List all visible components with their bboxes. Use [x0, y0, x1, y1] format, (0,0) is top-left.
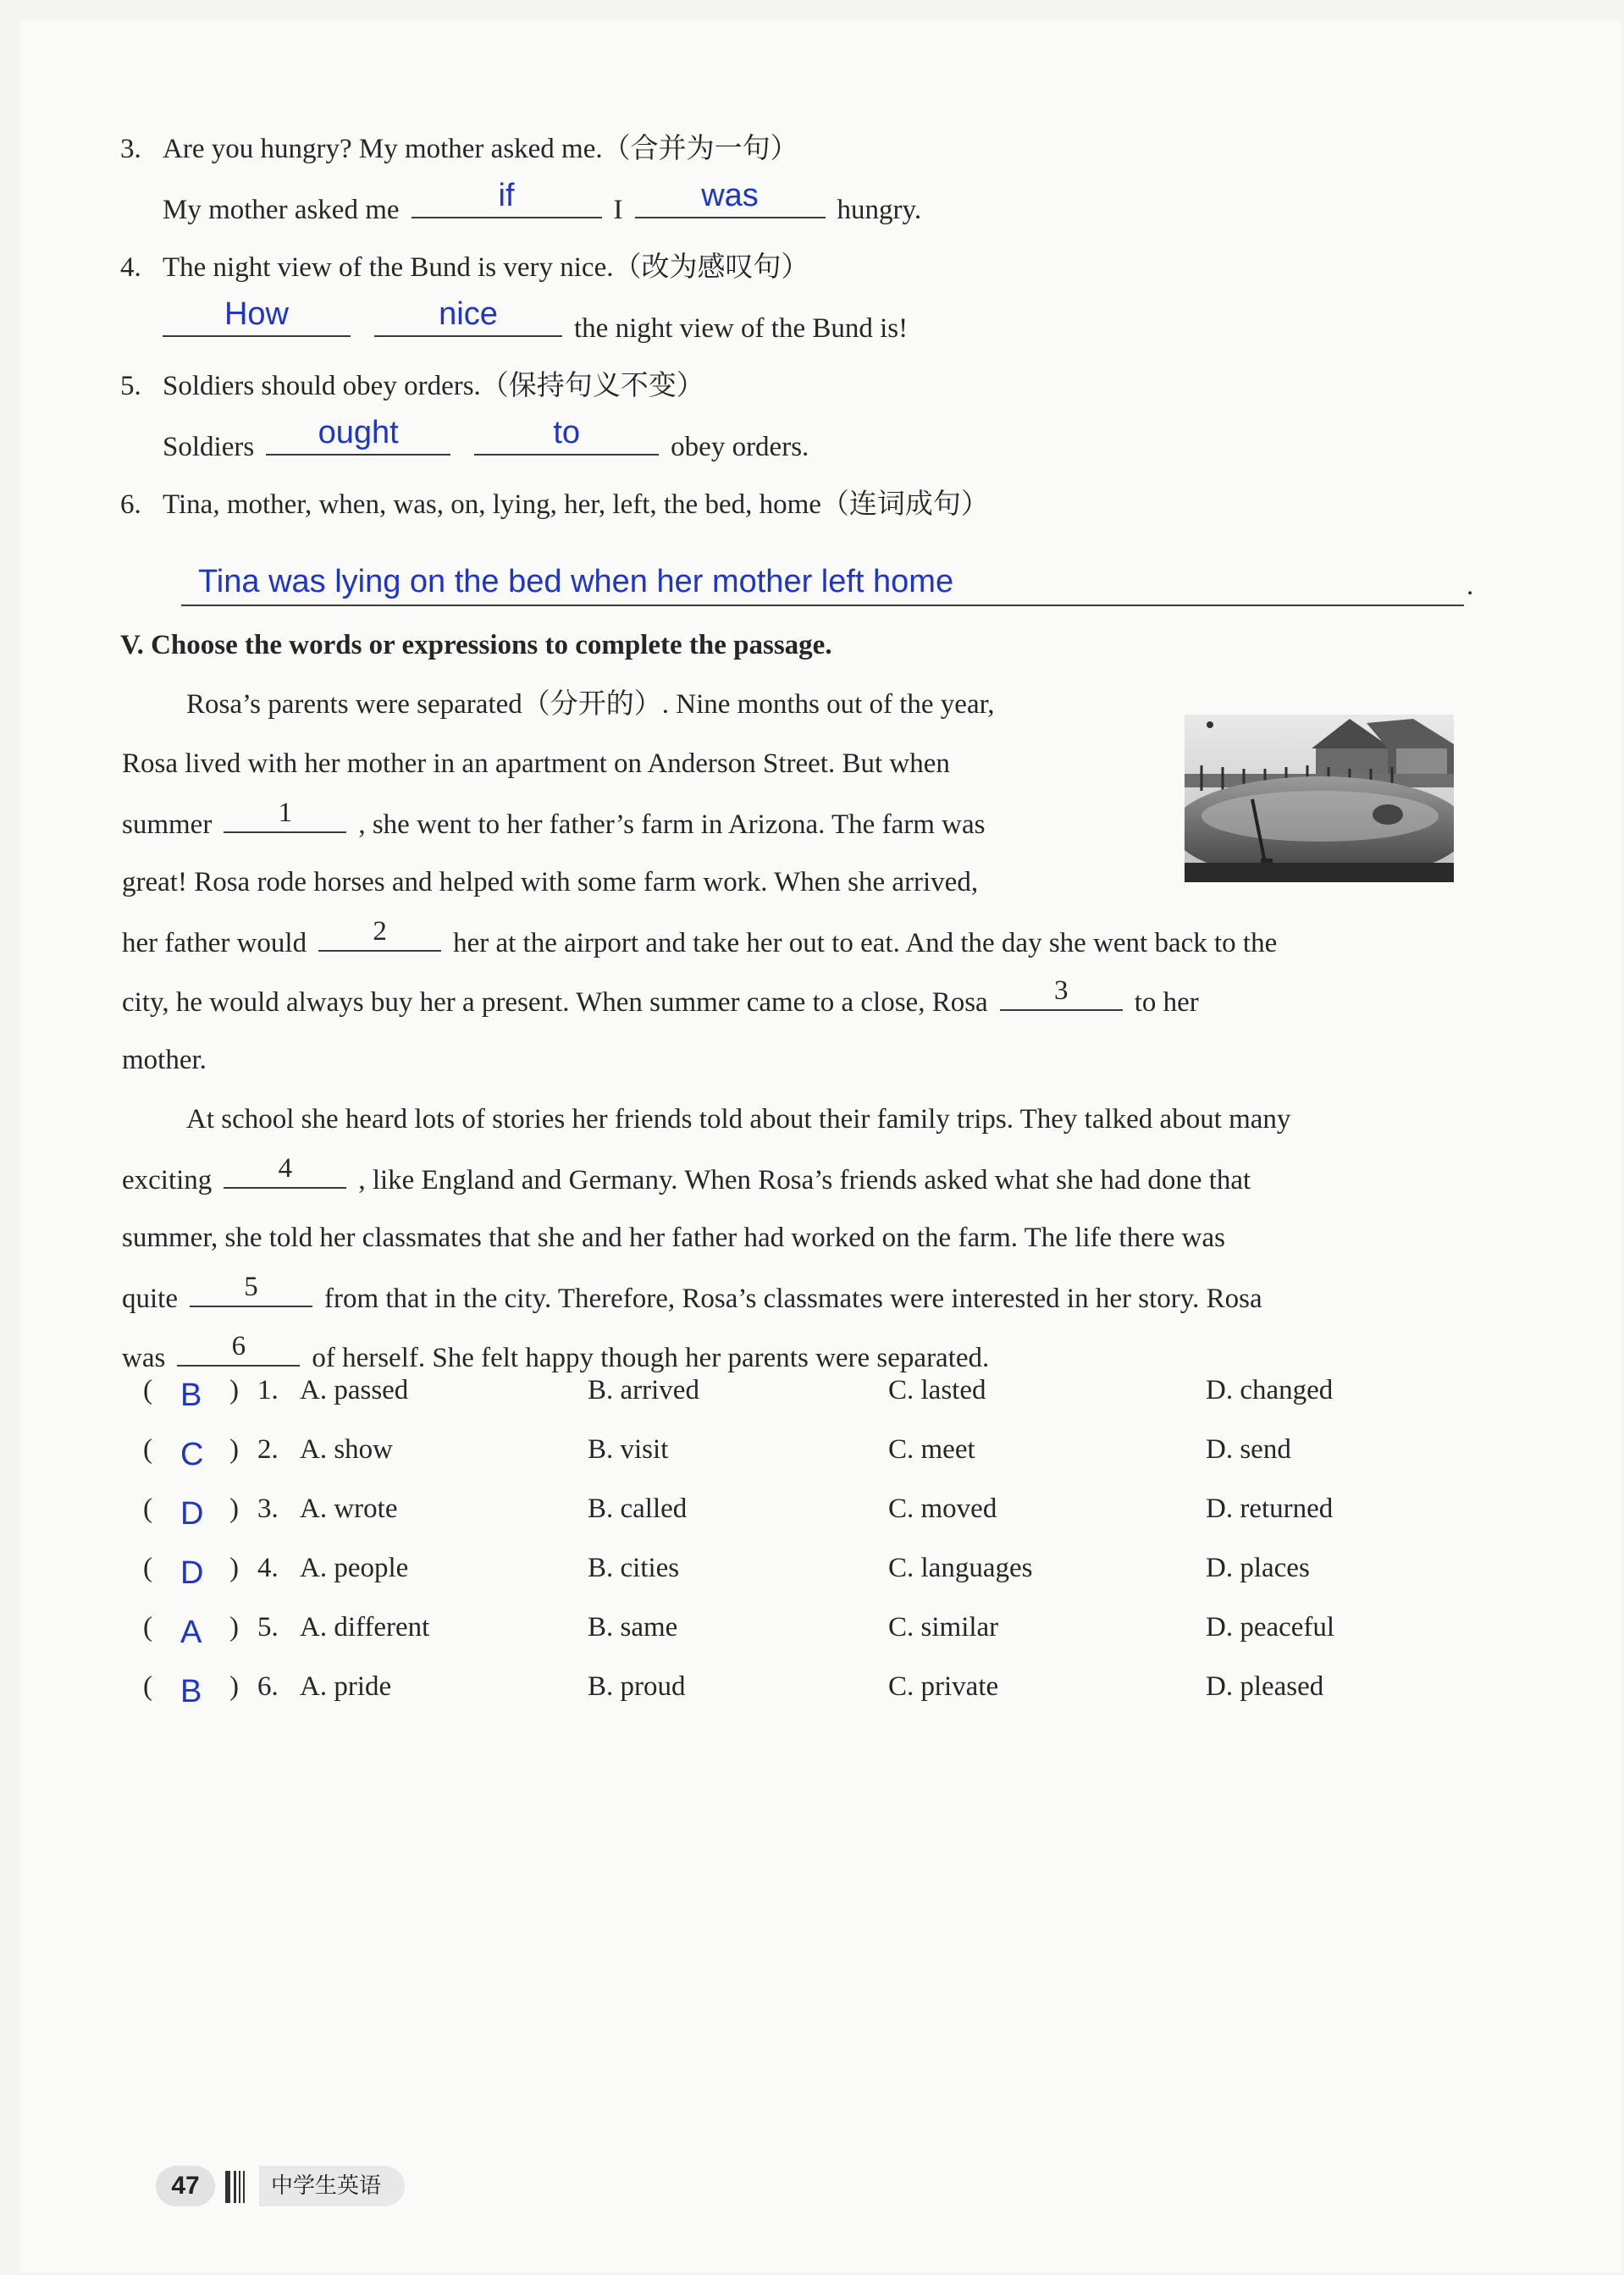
blank-number: 4 — [278, 1153, 293, 1184]
item-number: 4. — [120, 252, 141, 283]
answer-line-prefix: Soldiers — [163, 432, 255, 462]
bracket-open: ( — [143, 1375, 152, 1405]
option-b[interactable]: B. visit — [588, 1434, 669, 1465]
bracket-open: ( — [143, 1553, 152, 1583]
answer-blank[interactable] — [266, 415, 450, 456]
passage-line: Rosa’s parents were separated（分开的）. Nine months out of the year, — [186, 689, 995, 720]
page-footer — [156, 2166, 444, 2210]
answer-line-suffix: obey orders. — [671, 432, 809, 462]
passage-line: summer, she told her classmates that she and her father had worked on the farm. The life there was — [122, 1223, 1225, 1253]
passage-line — [122, 916, 1278, 960]
passage-text: city, he would always buy her a present. When summer came to a close, Rosa — [122, 987, 988, 1018]
passage-blank[interactable] — [177, 1331, 300, 1367]
worksheet-page — [20, 20, 1621, 2272]
handwritten-choice: A — [180, 1615, 202, 1650]
option-c[interactable]: C. moved — [888, 1494, 997, 1524]
handwritten-choice: C — [180, 1437, 204, 1472]
question-number: 1. — [257, 1375, 279, 1405]
blank-number: 2 — [373, 916, 387, 947]
handwritten-choice: D — [180, 1555, 204, 1591]
bracket-close: ) — [229, 1612, 239, 1643]
option-d[interactable]: D. places — [1206, 1553, 1310, 1583]
bracket-close: ) — [229, 1434, 239, 1465]
passage-text: quite — [122, 1284, 178, 1314]
handwritten-choice: B — [180, 1674, 202, 1709]
option-d[interactable]: D. returned — [1206, 1494, 1334, 1524]
option-b[interactable]: B. called — [588, 1494, 688, 1524]
item-number: 3. — [120, 134, 141, 164]
handwritten-answer: How — [224, 296, 290, 332]
passage-text: from that in the city. Therefore, Rosa’s classmates were interested in her story. Rosa — [323, 1284, 1262, 1314]
item-4-answer-line — [151, 296, 909, 345]
bracket-open: ( — [143, 1671, 152, 1702]
passage-text: , she went to her father’s farm in Arizona. The farm was — [358, 809, 986, 840]
passage-blank[interactable] — [224, 798, 346, 833]
passage-blank[interactable] — [224, 1153, 346, 1189]
option-a[interactable]: A. different — [300, 1612, 430, 1643]
handwritten-answer: to — [553, 415, 581, 450]
item-prompt: Are you hungry? My mother asked me.（合并为一句） — [163, 134, 798, 164]
answer-blank[interactable] — [412, 178, 602, 218]
divider-bars-icon — [225, 2171, 251, 2203]
passage-line: great! Rosa rode horses and helped with some farm work. When she arrived, — [122, 867, 979, 897]
bracket-open: ( — [143, 1494, 152, 1524]
handwritten-answer: Tina was lying on the bed when her mother left home — [198, 564, 954, 599]
item-3-prompt — [120, 132, 798, 166]
option-a[interactable]: A. pride — [300, 1671, 392, 1702]
passage-text: her at the airport and take her out to eat. And the day she went back to the — [453, 928, 1278, 958]
item-prompt: Tina, mother, when, was, on, lying, her, left, the bed, home（连词成句） — [163, 489, 989, 520]
item-prompt: The night view of the Bund is very nice.（改为感叹句） — [163, 252, 809, 283]
item-number: 5. — [120, 371, 141, 401]
farm-photo — [1185, 715, 1454, 882]
option-d[interactable]: D. peaceful — [1206, 1612, 1335, 1643]
option-a[interactable]: A. show — [300, 1434, 394, 1465]
handwritten-answer: if — [498, 178, 515, 213]
passage-text: exciting — [122, 1165, 213, 1195]
answer-blank[interactable] — [374, 296, 562, 337]
passage-line — [122, 798, 986, 842]
passage-text: to her — [1134, 987, 1199, 1018]
passage-text: of herself. She felt happy though her parents were separated. — [312, 1343, 990, 1373]
sentence-end-period: . — [1467, 571, 1474, 601]
bracket-open: ( — [143, 1434, 152, 1465]
question-number: 3. — [257, 1494, 279, 1524]
option-c[interactable]: C. similar — [888, 1612, 999, 1643]
passage-line — [122, 1272, 1262, 1316]
bracket-close: ) — [229, 1553, 239, 1583]
handwritten-choice: D — [180, 1496, 204, 1532]
bracket-close: ) — [229, 1375, 239, 1405]
question-number: 5. — [257, 1612, 279, 1643]
question-number: 6. — [257, 1671, 279, 1702]
blank-number: 6 — [231, 1331, 246, 1361]
option-b[interactable]: B. proud — [588, 1671, 686, 1702]
passage-blank[interactable] — [318, 916, 441, 952]
option-b[interactable]: B. arrived — [588, 1375, 699, 1405]
handwritten-answer: ought — [318, 415, 399, 450]
passage-line — [122, 975, 1199, 1019]
option-d[interactable]: D. send — [1206, 1434, 1291, 1465]
bracket-open: ( — [143, 1612, 152, 1643]
passage-text: was — [122, 1343, 166, 1373]
blank-number: 5 — [244, 1272, 258, 1302]
option-b[interactable]: B. cities — [588, 1553, 680, 1583]
option-b[interactable]: B. same — [588, 1612, 678, 1643]
passage-line: At school she heard lots of stories her friends told about their family trips. They talked about many — [186, 1104, 1291, 1135]
option-a[interactable]: A. passed — [300, 1375, 409, 1405]
section-v-heading: V. Choose the words or expressions to complete the passage. — [120, 630, 832, 660]
option-c[interactable]: C. meet — [888, 1434, 975, 1465]
answer-line-middle: I — [613, 195, 623, 225]
handwritten-answer: nice — [439, 296, 498, 332]
bracket-close: ) — [229, 1671, 239, 1702]
item-prompt: Soldiers should obey orders.（保持句义不变） — [163, 371, 704, 401]
passage-line — [122, 1153, 1251, 1197]
question-number: 2. — [257, 1434, 279, 1465]
passage-line — [122, 1331, 990, 1375]
option-c[interactable]: C. languages — [888, 1553, 1033, 1583]
handwritten-choice: B — [180, 1378, 202, 1413]
item-5-answer-line — [163, 415, 809, 464]
passage-line: mother. — [122, 1045, 207, 1075]
answer-line-prefix: My mother asked me — [163, 195, 400, 225]
item-6-prompt — [120, 488, 989, 522]
item-5-prompt — [120, 369, 704, 403]
passage-text: summer — [122, 809, 213, 840]
option-a[interactable]: A. wrote — [300, 1494, 398, 1524]
passage-blank[interactable] — [190, 1272, 312, 1307]
passage-text: her father would — [122, 928, 307, 958]
item-number: 6. — [120, 489, 141, 520]
passage-line: Rosa lived with her mother in an apartment on Anderson Street. But when — [122, 748, 950, 779]
book-title: 中学生英语 — [259, 2166, 405, 2206]
question-number: 4. — [257, 1553, 279, 1583]
answer-line-suffix: hungry. — [837, 195, 922, 225]
option-c[interactable]: C. lasted — [888, 1375, 986, 1405]
answer-blank[interactable] — [635, 178, 826, 218]
option-d[interactable]: D. pleased — [1206, 1671, 1324, 1702]
handwritten-answer: was — [701, 178, 759, 213]
bracket-close: ) — [229, 1494, 239, 1524]
option-a[interactable]: A. people — [300, 1553, 409, 1583]
passage-blank[interactable] — [1000, 975, 1123, 1011]
answer-blank[interactable] — [163, 296, 351, 337]
item-4-prompt — [120, 251, 809, 284]
answer-blank[interactable] — [474, 415, 659, 456]
page-number: 47 — [156, 2166, 215, 2206]
answer-line-suffix: the night view of the Bund is! — [574, 313, 909, 344]
option-c[interactable]: C. private — [888, 1671, 999, 1702]
passage-text: , like England and Germany. When Rosa’s friends asked what she had done that — [358, 1165, 1251, 1195]
blank-number: 3 — [1053, 975, 1069, 1006]
item-3-answer-line — [163, 178, 922, 227]
blank-number: 1 — [278, 798, 293, 828]
option-d[interactable]: D. changed — [1206, 1375, 1334, 1405]
sentence-answer-blank[interactable] — [181, 554, 1464, 606]
